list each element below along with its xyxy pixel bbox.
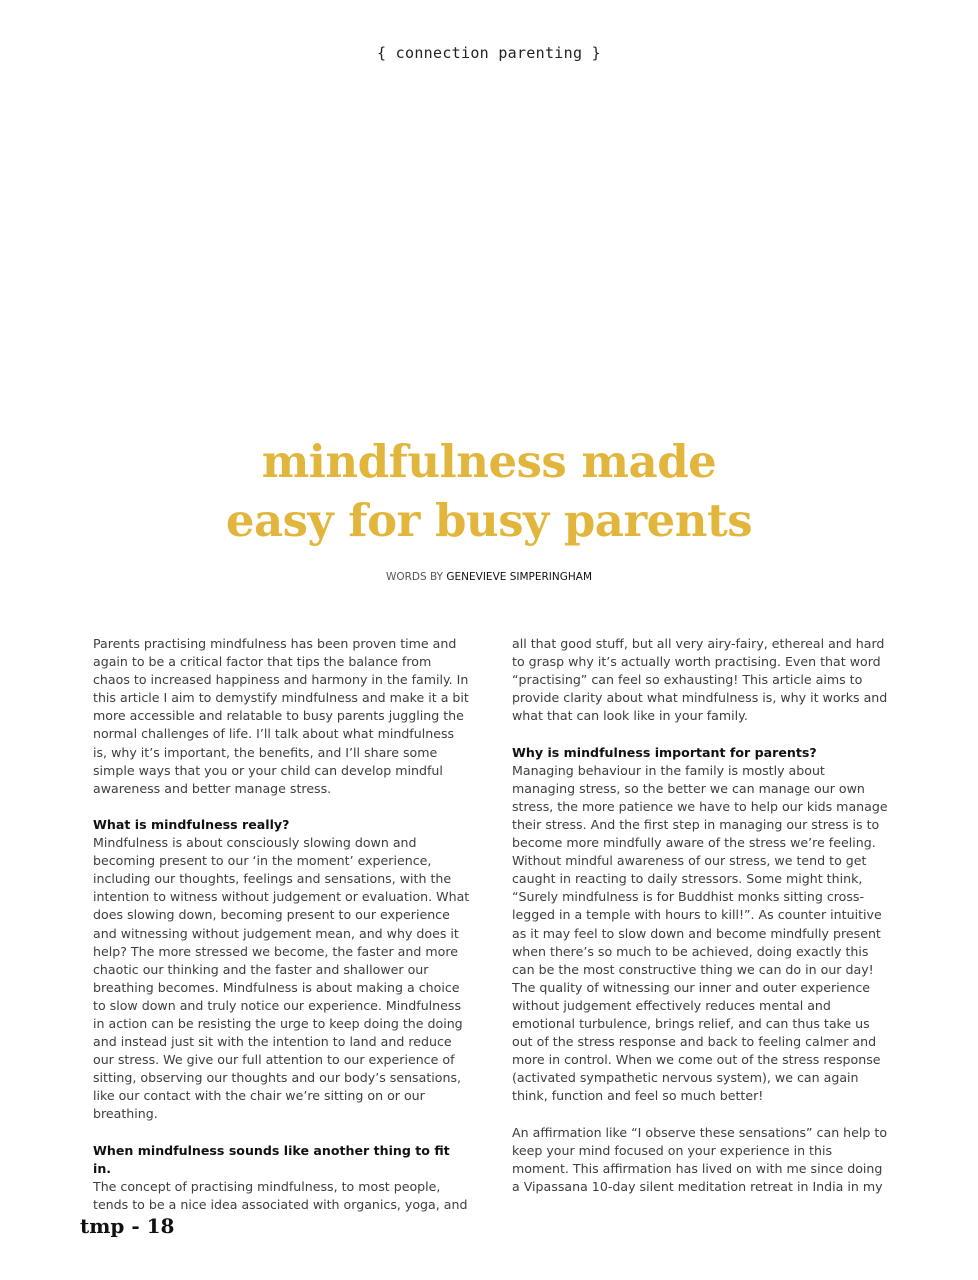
paragraph-another-thing-cont: all that good stuff, but all very airy-fairy, ethereal and hard to grasp why it’s actually worth practising. Even that word “practising” can feel so exhausting! This article aims to provide clarity about what mindfulness is, why it works and what that can look like in your family. [512, 636, 888, 724]
subheading-why-important: Why is mindfulness important for parents? [512, 744, 817, 760]
subheading-another-thing: When mindfulness sounds like another thing to fit in. [93, 1142, 450, 1176]
paragraph-affirmation: An affirmation like “I observe these sensations” can help to keep your mind focused on your experience in this moment. This affirmation has lived on with me since doing a Vipassana 10-day silent meditation retreat in India in my [512, 1124, 888, 1194]
intro-paragraph: Parents practising mindfulness has been proven time and again to be a critical factor that tips the balance from chaos to increased happiness and harmony in the family. In this article I aim to demystify mindfulness and make it a bit more accessible and relatable to busy parents juggling the normal challenges of life. I’ll talk about what mindfulness is, why it’s important, the benefits, and I’ll share some simple ways that you or your child can develop mindful awareness and better manage stress. [93, 636, 469, 796]
left-column [93, 635, 471, 1232]
title-line-2: easy for busy parents [225, 494, 753, 547]
subheading-what-is-mindfulness: What is mindfulness really? [93, 816, 290, 832]
byline-prefix: WORDS BY [385, 571, 447, 583]
paragraph-another-thing: The concept of practising mindfulness, to most people, tends to be a nice idea associated with organics, yoga, and [93, 1178, 468, 1212]
right-column [512, 635, 890, 1214]
page-number: tmp - 18 [80, 1214, 175, 1238]
title-line-1: mindfulness made [261, 435, 717, 488]
article-title [0, 432, 978, 550]
byline-author: GENEVIEVE SIMPERINGHAM [446, 571, 593, 583]
paragraph-what-is-mindfulness: Mindfulness is about consciously slowing down and becoming present to our ‘in the moment’ experience, including our thoughts, feelings and sensations, with the intention to witness without judgement or evaluation. What does slowing down, becoming present to our experience and witnessing without judgement mean, and why does it help? The more stressed we become, the faster and more chaotic our thinking and the faster and shallower our breathing becomes. Mindfulness is about making a choice to slow down and truly notice our experience. Mindfulness in action can be resisting the urge to keep doing the doing and instead just sit with the intention to land and reduce our stress. We give our full attention to our experience of sitting, observing our thoughts and our body’s sensations, like our contact with the chair we’re sitting on or our breathing. [93, 835, 470, 1122]
byline [0, 571, 978, 583]
paragraph-why-important: Managing behaviour in the family is mostly about managing stress, so the better we can manage our own stress, the more patience we have to help our kids manage their stress. And the first step in managing our stress is to become more mindfully aware of the stress we’re feeling. Without mindful awareness of our stress, we tend to get caught in reacting to daily stressors. Some might think, “Surely mindfulness is for Buddhist monks sitting cross-legged in a temple with hours to kill!”. As counter intuitive as it may feel to slow down and become mindfully present when there’s so much to be achieved, doing exactly this can be the most constructive thing we can do in our day! The quality of witnessing our inner and outer experience without judgement effectively reduces mental and emotional turbulence, brings relief, and can thus take us out of the stress response and back to feeling calmer and more in control. When we come out of the stress response (activated sympathetic nervous system), we can again think, function and feel so much better! [512, 762, 888, 1104]
section-tag: { connection parenting } [377, 44, 601, 62]
